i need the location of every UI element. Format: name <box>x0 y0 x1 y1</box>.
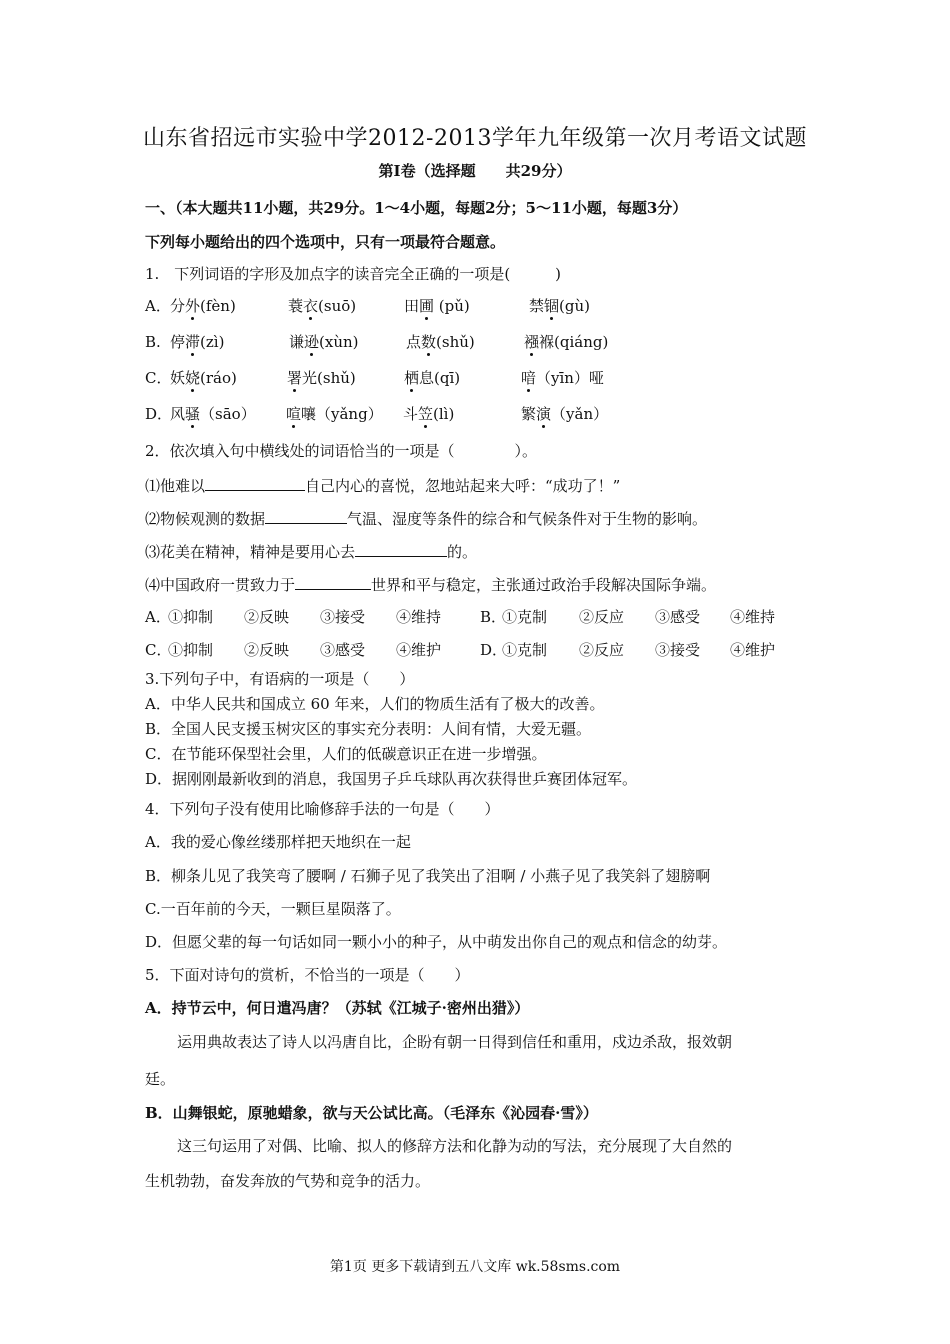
option-word: 繁演（yǎn） <box>521 405 609 423</box>
option-label: D． <box>145 405 173 423</box>
option-word: 风骚（sāo） <box>170 405 256 423</box>
fill-blank <box>205 475 305 491</box>
exam-subtitle: 第Ⅰ卷（选择题 共29分） <box>378 162 572 180</box>
section-header: 一、（本大题共11小题，共29分。1～4小题，每题2分；5～11小题，每题3分） <box>145 199 688 217</box>
q5-stem: 5．下面对诗句的赏析，不恰当的一项是（ ） <box>145 966 470 984</box>
q3-stem: 3.下列句子中，有语病的一项是（ ） <box>145 670 415 688</box>
option-item: ③感受 <box>320 641 366 659</box>
q3-option-a: A．中华人民共和国成立 60 年来，人们的物质生活有了极大的改善。 <box>145 695 605 713</box>
option-label: D． <box>480 641 508 659</box>
q2-sentence: ⑶花美在精神，精神是要用心去 的。 <box>145 543 478 561</box>
option-word: 点数(shǔ) <box>406 333 475 351</box>
q2-stem: 2．依次填入句中横线处的词语恰当的一项是（ ）。 <box>145 442 538 460</box>
option-item: ④维护 <box>396 641 442 659</box>
q2-sentence: ⑷中国政府一贯致力于 世界和平与稳定，主张通过政治手段解决国际争端。 <box>145 576 717 594</box>
instruction: 下列每小题给出的四个选项中，只有一项最符合题意。 <box>145 233 506 251</box>
option-word: 襁褓(qiáng) <box>524 333 609 351</box>
page-footer: 第1页 更多下载请到五八文库 wk.58sms.com <box>329 1259 621 1275</box>
option-item: ④维持 <box>730 608 776 626</box>
option-label: A． <box>145 297 171 315</box>
q5-option-a-explanation-cont: 廷。 <box>145 1070 176 1088</box>
option-label: C． <box>145 369 172 387</box>
option-word: 禁锢(gù) <box>529 297 590 315</box>
option-word: 妖娆(ráo) <box>170 369 237 387</box>
option-item: ①抑制 <box>168 641 214 659</box>
q3-option-b: B．全国人民支援玉树灾区的事实充分表明：人间有情，大爱无疆。 <box>145 720 592 738</box>
q5-option-b: B．山舞银蛇，原驰蜡象，欲与天公试比高。（毛泽东《沁园春·雪》） <box>145 1104 598 1122</box>
option-word: 喑（yīn）哑 <box>521 369 604 387</box>
q3-option-d: D．据刚刚最新收到的消息，我国男子乒乓球队再次获得世乒赛团体冠军。 <box>145 770 638 788</box>
fill-blank <box>295 574 371 590</box>
q3-option-c: C．在节能环保型社会里，人们的低碳意识正在进一步增强。 <box>145 745 547 763</box>
option-label: B. <box>145 333 166 351</box>
option-item: ②反映 <box>244 608 290 626</box>
q5-option-b-explanation-cont: 生机勃勃，奋发奔放的气势和竞争的活力。 <box>145 1172 431 1190</box>
exam-title: 山东省招远市实验中学2012-2013学年九年级第一次月考语文试题 <box>143 126 807 151</box>
q5-option-a-explanation: 运用典故表达了诗人以冯唐自比，企盼有朝一日得到信任和重用，戍边杀敌，报效朝 <box>177 1033 733 1051</box>
option-item: ①克制 <box>502 608 548 626</box>
option-word: 斗笠(lì) <box>403 405 455 423</box>
q2-sentence: ⑵物候观测的数据 气温、湿度等条件的综合和气候条件对于生物的影响。 <box>145 510 708 528</box>
option-item: ①抑制 <box>168 608 214 626</box>
option-word: 停滞(zì) <box>170 333 225 351</box>
option-item: ③接受 <box>320 608 366 626</box>
fill-blank <box>265 508 347 524</box>
option-word: 喧嚷（yǎng） <box>286 405 383 423</box>
option-item: ②反应 <box>579 641 625 659</box>
option-word: 栖息(qī) <box>404 369 461 387</box>
q5-option-b-explanation: 这三句运用了对偶、比喻、拟人的修辞方法和化静为动的写法，充分展现了大自然的 <box>177 1137 733 1155</box>
option-word: 谦逊(xùn) <box>289 333 359 351</box>
option-item: ②反应 <box>579 608 625 626</box>
q4-option-a: A．我的爱心像丝缕那样把天地织在一起 <box>145 833 411 851</box>
option-item: ②反映 <box>244 641 290 659</box>
option-word: 分外(fèn) <box>170 297 236 315</box>
q5-option-a: A．持节云中，何日遣冯唐？（苏轼《江城子·密州出猎》） <box>145 999 530 1017</box>
q4-option-c: C.一百年前的今天，一颗巨星陨落了。 <box>145 900 401 918</box>
option-item: ④维持 <box>396 608 442 626</box>
option-label: B． <box>480 608 507 626</box>
q4-option-d: D．但愿父辈的每一句话如同一颗小小的种子，从中萌发出你自己的观点和信念的幼芽。 <box>145 933 728 951</box>
option-label: A． <box>145 608 171 626</box>
option-item: ③感受 <box>655 608 701 626</box>
option-label: C． <box>145 641 172 659</box>
option-item: ③接受 <box>655 641 701 659</box>
option-word: 蓑衣(suō) <box>288 297 357 315</box>
option-word: 署光(shǔ) <box>287 369 356 387</box>
option-word: 田圃 (pǔ) <box>404 297 470 315</box>
option-item: ①克制 <box>502 641 548 659</box>
q4-option-b: B．柳条儿见了我笑弯了腰啊 / 石狮子见了我笑出了泪啊 / 小燕子见了我笑斜了翅膀啊 <box>145 867 711 885</box>
q2-sentence: ⑴他难以 自己内心的喜悦，忽地站起来大呼：“成功了！” <box>145 477 621 495</box>
q1-stem: 1. 下列词语的字形及加点字的读音完全正确的一项是( ) <box>145 265 562 283</box>
option-item: ④维护 <box>730 641 776 659</box>
q4-stem: 4．下列句子没有使用比喻修辞手法的一句是（ ） <box>145 800 500 818</box>
fill-blank <box>355 541 447 557</box>
